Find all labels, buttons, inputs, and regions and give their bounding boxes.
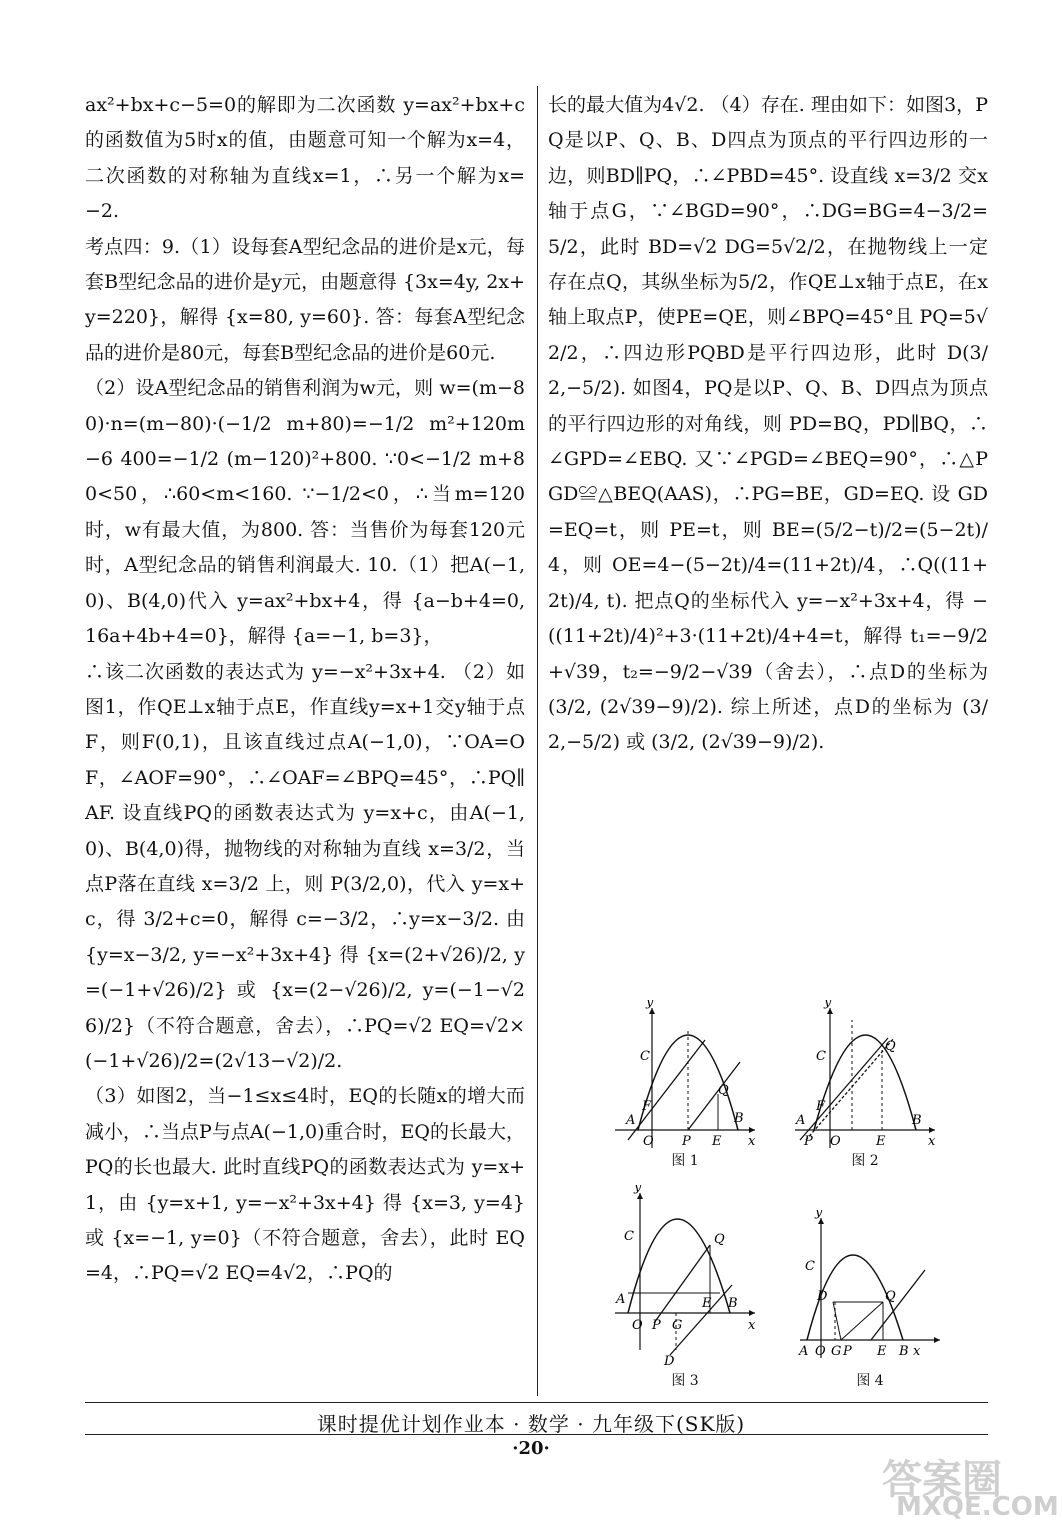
svg-text:A: A — [796, 1113, 806, 1128]
svg-text:Q: Q — [718, 1083, 729, 1098]
footer-rule-top — [85, 1402, 988, 1403]
svg-text:F: F — [816, 1099, 826, 1114]
watermark-url: MXQE.COM — [896, 1492, 1059, 1522]
paragraph-2: 考点四：9.（1）设每套A型纪念品的进价是x元，每套B型纪念品的进价是y元，由题意得 {3x=4y, 2x+y=220}，解得 {x=80, y=60}. 答：每套A型纪念品的进价是80元，每套B型纪念品的进价是60元. — [85, 235, 525, 364]
svg-text:y: y — [634, 1185, 642, 1195]
footer-rule-bottom — [85, 1434, 988, 1435]
figure-1-caption: 图 1 — [671, 1153, 699, 1169]
svg-text:y: y — [815, 1210, 823, 1220]
figure-2-diagram — [790, 1000, 940, 1150]
watermark-text: 答案圈 — [882, 1457, 1002, 1503]
svg-text:E: E — [876, 1134, 886, 1149]
paragraph-3: （2）设A型纪念品的销售利润为w元，则 w=(m−80)·n=(m−80)·(−1/2 m+80)=−1/2 m²+120m−6 400=−1/2 (m−120)²+800. ∵0<−1/2 m+80<50，∴60<m<160. ∵−1/2<0，∴当m=120时，w有最大值，为800. 答：当售价为每套120元时，A型纪念品的销售利润最大. 10.（1）把A(−1,0)、B(4,0)代入 y=ax²+bx+4，得 {a−b+4=0, 16a+4b+4=0}，解得 {a=−1, b=3}， — [85, 377, 525, 648]
svg-text:B: B — [728, 1296, 738, 1311]
svg-text:y: y — [646, 1000, 654, 1010]
svg-text:B: B — [734, 1111, 744, 1126]
svg-text:A: A — [616, 1292, 626, 1307]
figure-1 — [610, 1000, 760, 1170]
svg-text:G: G — [672, 1318, 683, 1333]
paragraph-6: 长的最大值为4√2. （4）存在. 理由如下：如图3，PQ是以P、Q、B、D四点为顶点的平行四边形的一边，则BD∥PQ，∴∠PBD=45°. 设直线 x=3/2 交x轴于点G，∵∠BGD=90°，∴DG=BG=4−3/2=5/2，此时 BD=√2 DG=5√2/2，在抛物线上一定存在点Q，其纵坐标为5/2，作QE⊥x轴于点E，在x轴上取点P，使PE=QE，则∠BPQ=45°且 PQ=5√2/2，∴四边形PQBD是平行四边形，此时 D(3/2,−5/2). 如图4，PQ是以P、Q、B、D四点为顶点的平行四边形的对角线，则 PD=BQ，PD∥BQ，∴∠GPD=∠EBQ. 又∵∠PGD=∠BEQ=90°，∴△PGD≌△BEQ(AAS)，∴PG=BE，GD=EQ. 设 GD=EQ=t，则 PE=t，则 BE=(5/2−t)/2=(5−2t)/4，则 OE=4−(5−2t)/4=(11+2t)/4，∴Q((11+2t)/4, t). 把点Q的坐标代入 y=−x²+3x+4，得 −((11+2t)/4)²+3·(11+2t)/4+4=t，解得 t₁=−9/2+√39，t₂=−9/2−√39（舍去），∴点D的坐标为 (3/2, (2√39−9)/2). 综上所述，点D的坐标为 (3/2,−5/2) 或 (3/2, (2√39−9)/2). — [548, 94, 988, 754]
svg-text:x: x — [748, 1318, 756, 1333]
figure-group — [600, 1000, 970, 1400]
paragraph-4: ∴该二次函数的表达式为 y=−x²+3x+4. （2）如图1，作QE⊥x轴于点E，作直线y=x+1交y轴于点F，则F(0,1)，且该直线过点A(−1,0)，∵OA=OF，∠AOF=90°，∴∠OAF=∠BPQ=45°，∴PQ∥AF. 设直线PQ的函数表达式为 y=x+c，由A(−1,0)、B(4,0)得，抛物线的对称轴为直线 x=3/2，当点P落在直线 x=3/2 上，则 P(3/2,0)，代入 y=x+c，得 3/2+c=0，解得 c=−3/2，∴y=x−3/2. 由 {y=x−3/2, y=−x²+3x+4} 得 {x=(2+√26)/2, y=(−1+√26)/2} 或 {x=(2−√26)/2, y=(−1−√26)/2}（不符合题意，舍去），∴PQ=√2 EQ=√2×(−1+√26)/2=(2√13−√2)/2. — [85, 660, 525, 1072]
figure-3 — [610, 1185, 760, 1390]
svg-text:y: y — [824, 1000, 832, 1010]
svg-text:F: F — [642, 1099, 652, 1114]
svg-text:P: P — [843, 1344, 852, 1359]
svg-text:O: O — [643, 1134, 654, 1149]
svg-text:P: P — [804, 1134, 813, 1149]
figure-4-diagram — [795, 1210, 945, 1370]
svg-text:E: E — [702, 1296, 712, 1311]
svg-text:C: C — [624, 1229, 634, 1244]
svg-text:E: E — [877, 1344, 887, 1359]
figure-1-diagram — [610, 1000, 760, 1150]
svg-text:A: A — [799, 1344, 809, 1359]
svg-text:C: C — [640, 1049, 650, 1064]
paragraph-5: （3）如图2，当−1≤x≤4时，EQ的长随x的增大而减小，∴当点P与点A(−1,0)重合时，EQ的长最大，PQ的长也最大. 此时直线PQ的函数表达式为 y=x+1，由 {y=x+1, y=−x²+3x+4} 得 {x=3, y=4} 或 {x=−1, y=0}（不符合题意，舍去），此时 EQ=4，∴PQ=√2 EQ=4√2，∴PQ的 — [85, 1085, 525, 1285]
footer-title: 课时提优计划作业本 · 数学 · 九年级下(SK版) — [316, 1412, 746, 1436]
figure-3-caption: 图 3 — [671, 1373, 699, 1389]
svg-text:O: O — [830, 1134, 841, 1149]
svg-text:P: P — [652, 1318, 661, 1333]
svg-text:x: x — [913, 1344, 921, 1359]
svg-text:Q: Q — [714, 1232, 725, 1247]
svg-text:D: D — [817, 1289, 828, 1304]
left-column — [85, 88, 525, 1292]
svg-text:E: E — [712, 1134, 722, 1149]
svg-text:Q: Q — [885, 1039, 896, 1054]
right-column — [548, 88, 988, 761]
svg-text:B: B — [899, 1344, 909, 1359]
figure-4 — [795, 1210, 945, 1390]
column-divider — [537, 86, 538, 1396]
svg-text:x: x — [928, 1134, 936, 1149]
svg-text:D: D — [664, 1354, 675, 1369]
figure-2 — [790, 1000, 940, 1170]
svg-text:C: C — [816, 1049, 826, 1064]
svg-text:O: O — [815, 1344, 826, 1359]
svg-text:P: P — [682, 1134, 691, 1149]
figure-4-caption: 图 4 — [856, 1373, 884, 1389]
svg-text:B: B — [912, 1113, 922, 1128]
figure-2-caption: 图 2 — [851, 1153, 879, 1169]
figure-3-diagram — [610, 1185, 760, 1370]
svg-text:Q: Q — [885, 1289, 896, 1304]
svg-text:G: G — [831, 1344, 842, 1359]
watermark-logo — [882, 1448, 1059, 1528]
svg-text:C: C — [805, 1259, 815, 1274]
svg-text:A: A — [626, 1113, 636, 1128]
paragraph-1: ax²+bx+c−5=0的解即为二次函数 y=ax²+bx+c 的函数值为5时x的值，由题意可知一个解为x=4，二次函数的对称轴为直线x=1，∴另一个解为x=−2. — [85, 94, 525, 223]
svg-text:x: x — [748, 1134, 756, 1149]
svg-text:O: O — [632, 1318, 643, 1333]
page-number: ·20· — [512, 1438, 550, 1459]
